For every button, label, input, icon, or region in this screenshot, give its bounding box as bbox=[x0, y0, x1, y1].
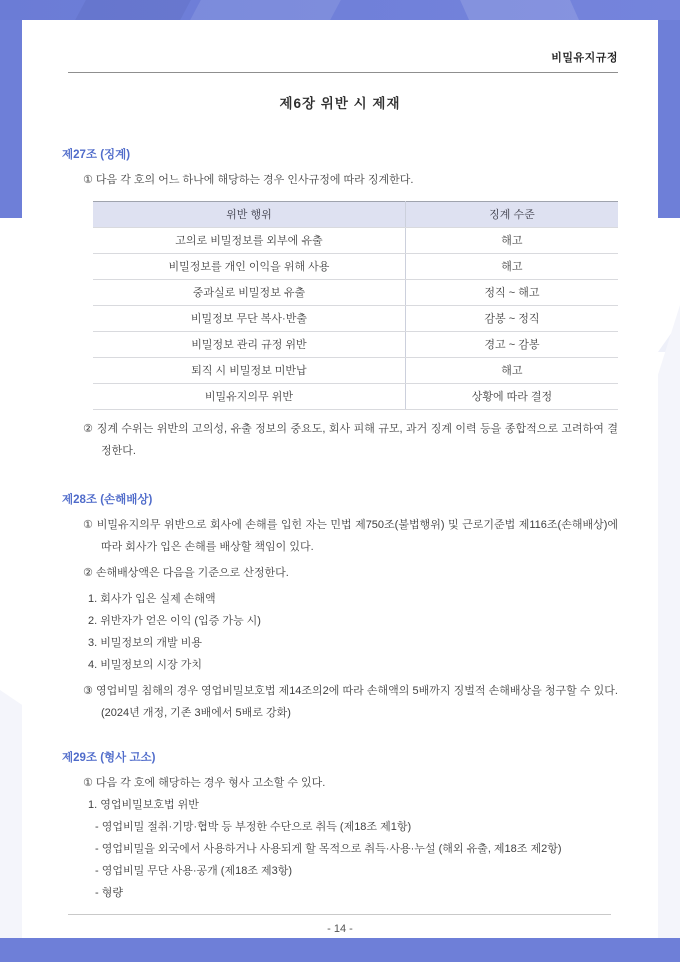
bottom-border-band bbox=[0, 938, 680, 962]
article-29-clause-1: ① 다음 각 호에 해당하는 경우 형사 고소할 수 있다. bbox=[83, 777, 326, 789]
right-border-strip bbox=[658, 20, 680, 218]
level-cell: 해고 bbox=[405, 358, 618, 384]
table-row bbox=[93, 358, 618, 384]
left-lavender-strip bbox=[0, 690, 22, 938]
column-header-level: 징계 수준 bbox=[405, 202, 618, 228]
damage-criterion-1: 1. 회사가 입은 실제 손해액 bbox=[88, 593, 216, 605]
criminal-case-item-1: - 영업비밀 절취·기망·협박 등 부정한 수단으로 취득 (제18조 제1항) bbox=[95, 821, 412, 833]
violation-cell: 비밀정보를 개인 이익을 위해 사용 bbox=[93, 254, 405, 280]
criminal-case-item-2: - 영업비밀을 외국에서 사용하거나 사용되게 할 목적으로 취득·사용·누설 (해외 유출, 제18조 제2항) bbox=[95, 843, 562, 855]
table-row bbox=[93, 384, 618, 410]
level-cell: 해고 bbox=[405, 254, 618, 280]
table-row bbox=[93, 332, 618, 358]
violation-cell: 비밀정보 관리 규정 위반 bbox=[93, 332, 405, 358]
column-header-violation: 위반 행위 bbox=[93, 202, 405, 228]
chapter-title: 제6장 위반 시 제재 bbox=[279, 96, 401, 111]
table-row bbox=[93, 228, 618, 254]
article-28-clause-1: ① 비밀유지의무 위반으로 회사에 손해를 입힌 자는 민법 제750조(불법행위) 및 근로기준법 제116조(손해배상)에 따라 회사가 입은 손해를 배상할 책임이 있다. bbox=[83, 519, 618, 553]
violation-cell: 퇴직 시 비밀정보 미반납 bbox=[93, 358, 405, 384]
document-header-title: 비밀유지규정 bbox=[551, 52, 618, 64]
article-28-clause-2: ② 손해배상액은 다음을 기준으로 산정한다. bbox=[83, 567, 289, 579]
violation-cell: 고의로 비밀정보를 외부에 유출 bbox=[93, 228, 405, 254]
violation-cell: 비밀유지의무 위반 bbox=[93, 384, 405, 410]
footer-rule bbox=[68, 914, 611, 915]
level-cell: 감봉 ~ 정직 bbox=[405, 306, 618, 332]
damage-criterion-4: 4. 비밀정보의 시장 가치 bbox=[88, 659, 202, 671]
criminal-case-item-3: - 영업비밀 무단 사용·공개 (제18조 제3항) bbox=[95, 865, 293, 877]
violation-cell: 비밀정보 무단 복사·반출 bbox=[93, 306, 405, 332]
page-number: - 14 - bbox=[327, 923, 353, 935]
article-27-clause-1: ① 다음 각 호의 어느 하나에 해당하는 경우 인사규정에 따라 징계한다. bbox=[83, 174, 414, 186]
article-29-heading: 제29조 (형사 고소) bbox=[62, 752, 156, 764]
header-rule bbox=[68, 72, 618, 73]
criminal-case-item-4: - 형량 bbox=[95, 887, 123, 899]
violation-cell: 중과실로 비밀정보 유출 bbox=[93, 280, 405, 306]
level-cell: 경고 ~ 감봉 bbox=[405, 332, 618, 358]
table-row bbox=[93, 306, 618, 332]
table-row bbox=[93, 280, 618, 306]
article-28-clause-3: ③ 영업비밀 침해의 경우 영업비밀보호법 제14조의2에 따라 손해액의 5배까지 징벌적 손해배상을 청구할 수 있다. (2024년 개정, 기존 3배에서 5배로 강화) bbox=[83, 685, 618, 719]
level-cell: 정직 ~ 해고 bbox=[405, 280, 618, 306]
level-cell: 상황에 따라 결정 bbox=[405, 384, 618, 410]
level-cell: 해고 bbox=[405, 228, 618, 254]
article-27-heading: 제27조 (징계) bbox=[62, 149, 131, 161]
discipline-table bbox=[93, 201, 618, 410]
article-28-heading: 제28조 (손해배상) bbox=[62, 494, 153, 506]
damage-criterion-3: 3. 비밀정보의 개발 비용 bbox=[88, 637, 202, 649]
document-content bbox=[62, 0, 618, 937]
table-row bbox=[93, 254, 618, 280]
right-lavender-strip bbox=[658, 305, 680, 938]
article-27-clause-2: ② 징계 수위는 위반의 고의성, 유출 정보의 중요도, 회사 피해 규모, 과거 징계 이력 등을 종합적으로 고려하여 결정한다. bbox=[83, 423, 618, 457]
left-border-strip bbox=[0, 20, 22, 218]
damage-criterion-2: 2. 위반자가 얻은 이익 (입증 가능 시) bbox=[88, 615, 261, 627]
article-29-sub-1: 1. 영업비밀보호법 위반 bbox=[88, 799, 199, 811]
table-header-row bbox=[93, 202, 618, 228]
